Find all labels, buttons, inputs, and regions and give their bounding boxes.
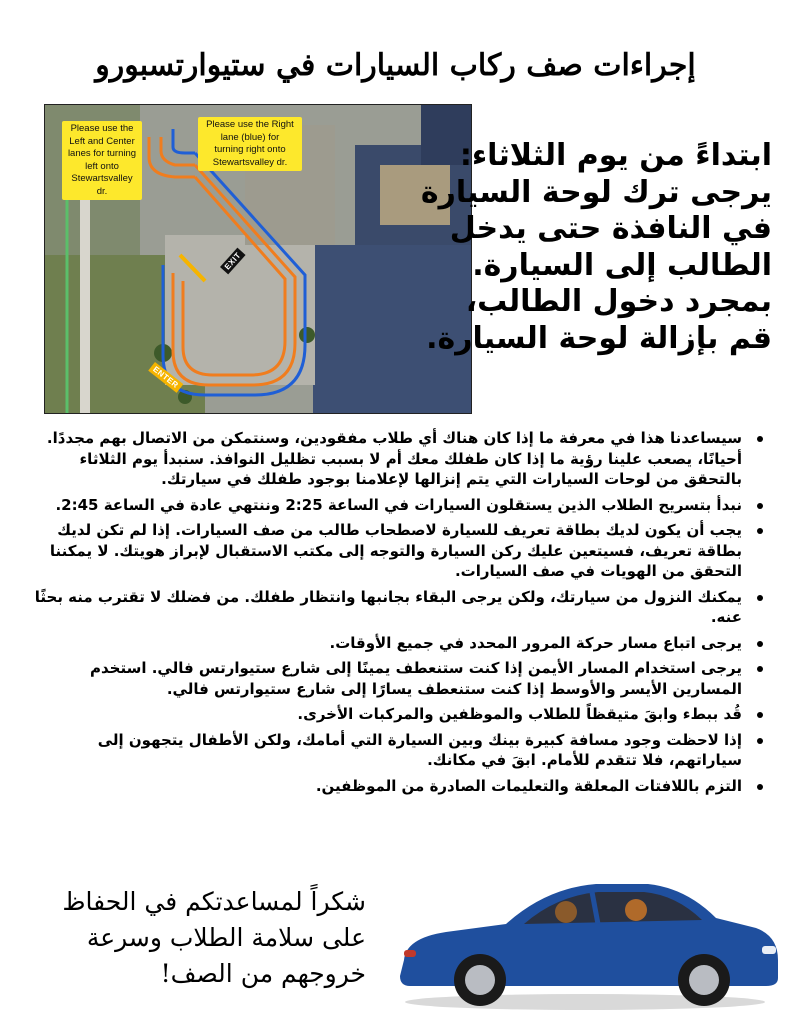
rule-item: يجب أن يكون لديك بطاقة تعريف للسيارة لاصطحاب طالب من صف السيارات. إذا لم تكن لديك بطاقة تعريف، فسيتعين عليك ركن السيارة والتوجه إلى مكتب الاستقبال لإبراز هويتك. لا يمكننا التحقق من الهويات في صف السيارات. <box>30 520 768 582</box>
thank-you-line: على سلامة الطلاب وسرعة <box>86 923 366 952</box>
announcement-line: يرجى ترك لوحة السيارة <box>420 174 772 210</box>
rule-item: يرجى استخدام المسار الأيمن إذا كنت ستنعطف يمينًا إلى شارع ستيوارتس فالي. استخدم المسارين الأيسر والأوسط إذا كنت ستنعطف يسارًا إلى شارع ستيوارتس فالي. <box>30 658 768 699</box>
rules-list <box>30 428 768 796</box>
rule-item: يرجى اتباع مسار حركة المرور المحدد في جميع الأوقات. <box>30 633 768 654</box>
announcement-line: ابتداءً من يوم الثلاثاء: <box>459 138 772 173</box>
map-enter-tag: ENTER <box>148 362 183 393</box>
rule-item: إذا لاحظت وجود مسافة كبيرة بينك وبين السيارة التي أمامك، ولكن الأطفال يتجهون إلى سياراتهم، فلا تتقدم للأمام. ابقَ في مكانك. <box>30 730 768 771</box>
announcement-line: في النافذة حتى يدخل <box>449 211 772 246</box>
announcement-line: الطالب إلى السيارة. <box>472 247 772 283</box>
map-exit-tag: EXIT <box>220 248 245 275</box>
thank-you-line: شكراً لمساعدتكم في الحفاظ <box>62 887 366 916</box>
page-title: إجراءات صف ركاب السيارات في ستيوارتسبورو <box>95 48 696 83</box>
carline-rules <box>30 428 768 801</box>
rule-item: التزم باللافتات المعلقة والتعليمات الصادرة من الموظفين. <box>30 776 768 797</box>
rule-item: قُد ببطء وابقَ متيقظاً للطلاب والموظفين والمركبات الأخرى. <box>30 704 768 725</box>
rule-item: يمكنك النزول من سيارتك، ولكن يرجى البقاء بجانبها وانتظار طفلك. من فضلك لا تقترب منه بحثًا عنه. <box>30 587 768 628</box>
map-note-right-lane: Please use the Right lane (blue) for turning right onto Stewartsvalley dr. <box>198 117 302 171</box>
announcement-line: بمجرد دخول الطالب، <box>465 284 772 319</box>
tuesday-announcement <box>420 138 772 357</box>
map-note-left-lanes: Please use the Left and Center lanes for turning left onto Stewartsvalley dr. <box>62 121 142 200</box>
carline-aerial-map <box>44 104 472 414</box>
thank-you-line: خروجهم من الصف! <box>160 959 366 988</box>
rule-item: سيساعدنا هذا في معرفة ما إذا كان هناك أي طلاب مفقودين، وسنتمكن من الاتصال بهم مجددًا. أحيانًا، يصعب علينا رؤية ما إذا كان طفلك معك أم لا بسبب تظليل النوافذ. سنبدأ يوم الثلاثاء بالتحقق من لوحات السيارات التي يتم إنزالها لإعلامنا بوجود طفلك في سيارتك. <box>30 428 768 490</box>
announcement-line: قم بإزالة لوحة السيارة. <box>426 320 772 356</box>
thank-you-message <box>22 884 366 992</box>
car-illustration <box>386 862 784 1012</box>
rule-item: نبدأ بتسريح الطلاب الذين يستقلون السيارات في الساعة 2:25 وننتهي عادة في الساعة 2:45. <box>30 495 768 516</box>
